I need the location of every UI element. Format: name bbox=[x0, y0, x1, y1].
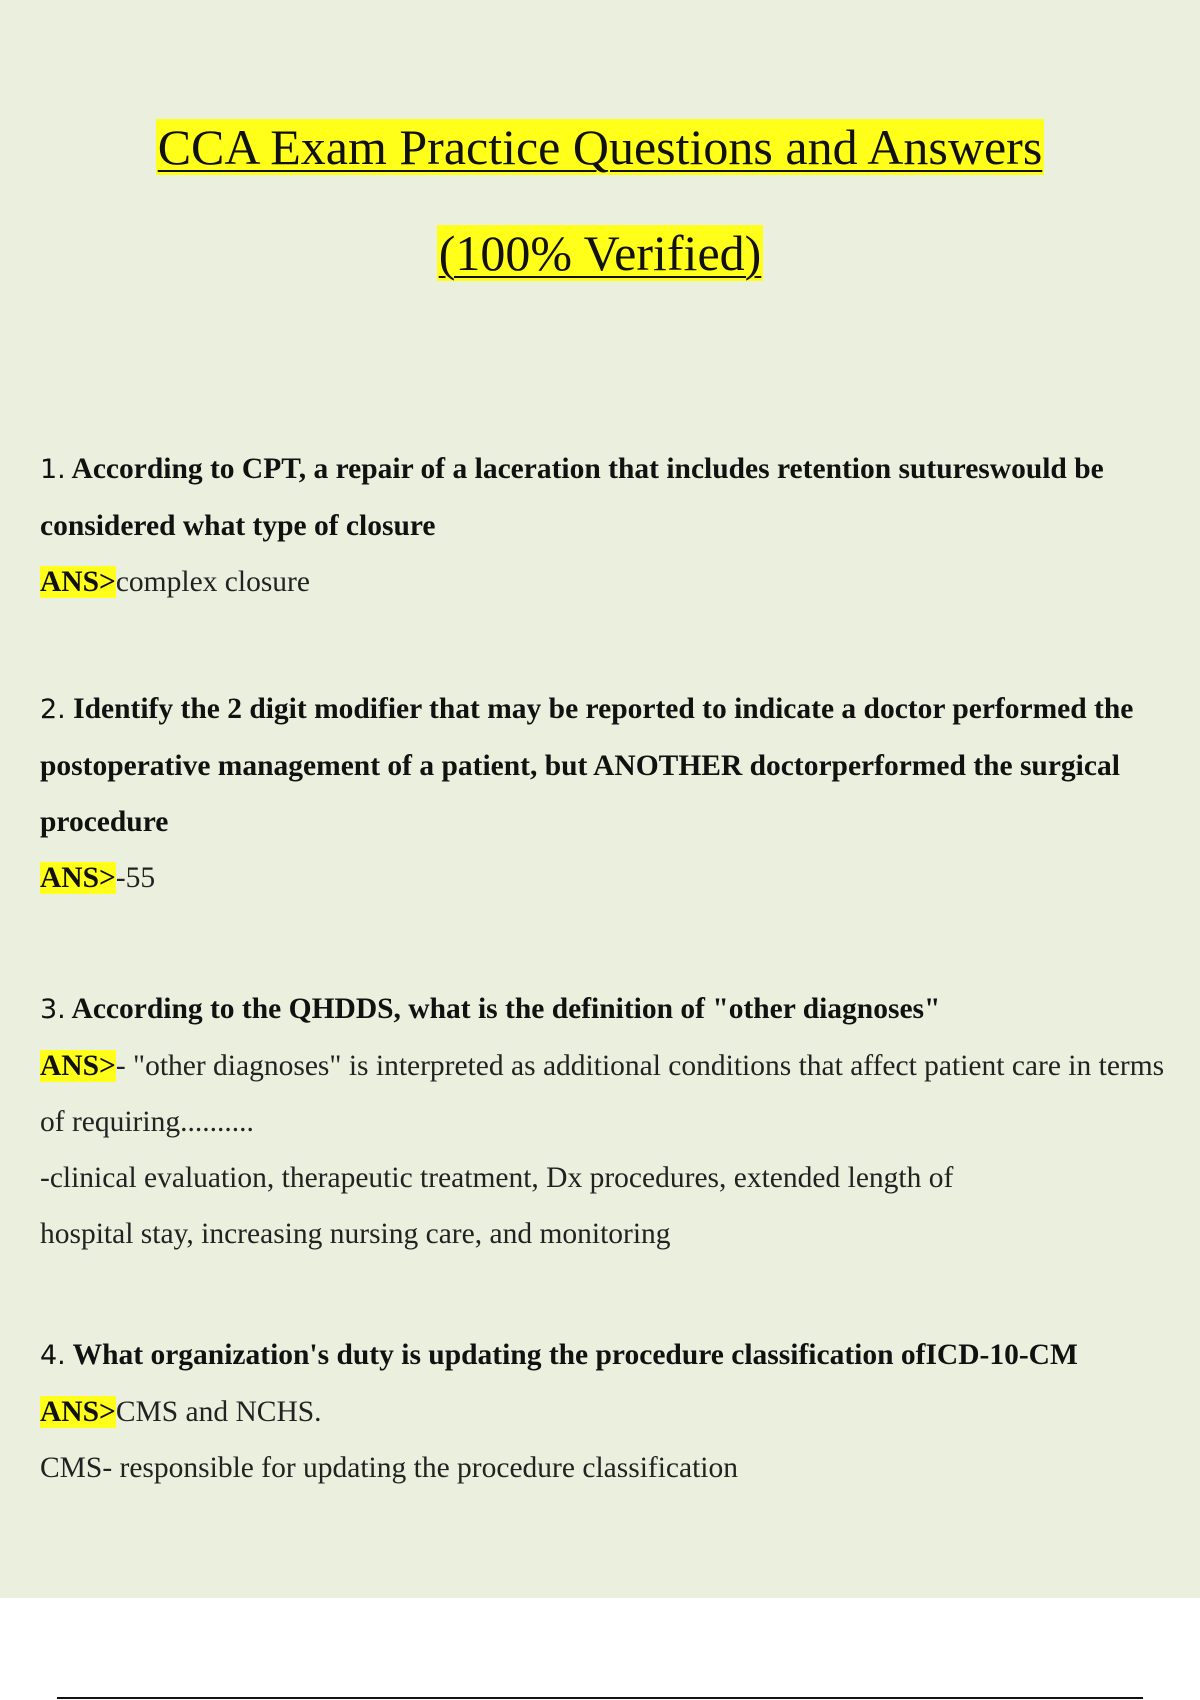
answer-detail: CMS- responsible for updating the procedure classification bbox=[40, 1452, 738, 1484]
question-text bbox=[40, 441, 1190, 554]
question-text bbox=[40, 981, 1190, 1038]
question-number: 1. bbox=[40, 454, 66, 485]
question-block bbox=[40, 681, 1190, 906]
answer-tag: ANS> bbox=[40, 1396, 116, 1428]
document-title-highlight-2: (100% Verified) bbox=[438, 225, 762, 281]
question-body: According to the QHDDS, what is the definition of "other diagnoses" bbox=[65, 993, 941, 1025]
question-body: Identify the 2 digit modifier that may be reported to indicate a doctor performed the postoperative management of a patient, but ANOTHER doctorperformed the surgical procedure bbox=[40, 693, 1134, 838]
answer-text: CMS and NCHS. bbox=[115, 1396, 322, 1428]
question-body: What organization's duty is updating the procedure classification ofICD-10-CM bbox=[65, 1339, 1078, 1371]
question-number: 3. bbox=[40, 994, 66, 1025]
question-block bbox=[40, 1327, 1190, 1496]
answer-line bbox=[40, 554, 1190, 610]
question-body: According to CPT, a repair of a laceration that includes retention sutureswould be considered what type of closure bbox=[40, 453, 1104, 542]
answer-text: -55 bbox=[115, 862, 156, 894]
answer-tag: ANS> bbox=[40, 566, 116, 598]
answer-line bbox=[40, 850, 1190, 906]
question-text bbox=[40, 1327, 1090, 1384]
answer-text: - "other diagnoses" is interpreted as additional conditions that affect patient care in terms of requiring.......... bbox=[40, 1050, 1165, 1138]
answer-text: complex closure bbox=[115, 566, 310, 598]
question-block bbox=[40, 981, 1190, 1262]
document-title-highlight-1: CCA Exam Practice Questions and Answers bbox=[157, 119, 1043, 175]
footer-rule bbox=[57, 1697, 1143, 1699]
document-title-line-2 bbox=[0, 224, 1200, 282]
question-number: 4. bbox=[40, 1340, 66, 1371]
answer-tag: ANS> bbox=[40, 1050, 116, 1082]
answer-line bbox=[40, 1384, 1190, 1440]
answer-detail: -clinical evaluation, therapeutic treatment, Dx procedures, extended length of hospital stay, increasing nursing care, and monitoring bbox=[40, 1162, 954, 1250]
question-text bbox=[40, 681, 1190, 850]
question-block bbox=[40, 441, 1190, 610]
question-number: 2. bbox=[40, 694, 66, 725]
answer-line bbox=[40, 1038, 1190, 1150]
document-title-line-1 bbox=[0, 118, 1200, 176]
answer-tag: ANS> bbox=[40, 862, 116, 894]
